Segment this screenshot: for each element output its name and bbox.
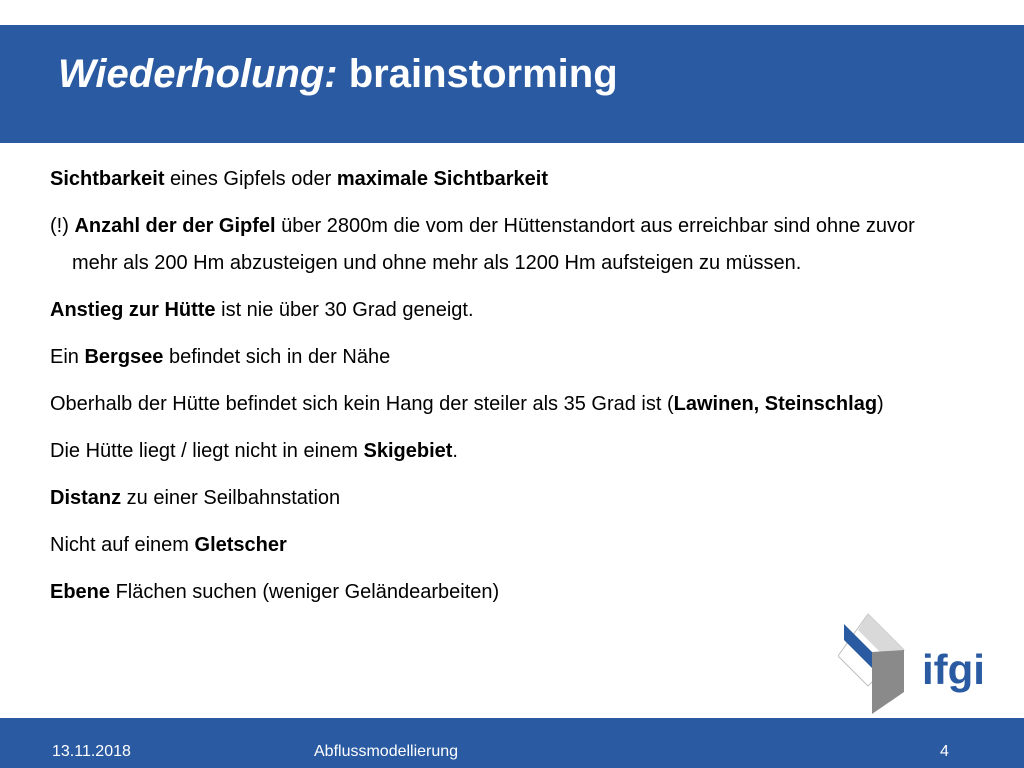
bullet-item	[50, 480, 950, 517]
bullet-item	[50, 574, 950, 611]
footer-page-number: 4	[940, 743, 949, 760]
bullet-keyword: Bergsee	[84, 346, 164, 368]
bullet-item	[50, 292, 950, 329]
ifgi-logo	[838, 604, 988, 714]
bullet-item	[50, 527, 950, 564]
bullet-text: .	[452, 440, 458, 462]
bullet-text: befindet sich in der Nähe	[163, 346, 391, 368]
bullet-text: )	[877, 393, 884, 415]
footer	[0, 718, 1024, 768]
bullet-text: Flächen suchen (weniger Geländearbeiten)	[110, 581, 500, 603]
logo-text: ifgi	[922, 646, 985, 693]
bullet-item	[50, 161, 950, 198]
bullet-keyword: Anstieg zur Hütte	[50, 299, 216, 321]
logo-gray-facet	[872, 650, 904, 714]
bullet-text: eines Gipfels oder	[164, 168, 337, 190]
bullet-item	[50, 386, 950, 423]
bullet-keyword: Sichtbarkeit	[50, 168, 165, 190]
bullet-text: (!)	[50, 215, 75, 237]
bullet-text: über 2800m die vom der Hüttenstandort aus erreichbar sind ohne zuvor mehr als 200 Hm abzusteigen und ohne mehr als 1200 Hm aufsteigen zu müssen.	[72, 215, 915, 274]
bullet-keyword: Ebene	[50, 581, 111, 603]
bullet-text: Oberhalb der Hütte befindet sich kein Hang der steiler als 35 Grad ist (	[50, 393, 674, 415]
title-italic-part: Wiederholung:	[58, 52, 338, 96]
bullet-text: Die Hütte liegt / liegt nicht in einem	[50, 440, 364, 462]
bullet-keyword: Skigebiet	[363, 440, 453, 462]
title-main-part: brainstorming	[337, 52, 618, 96]
ifgi-logo-icon	[838, 614, 904, 714]
bullet-keyword: Distanz	[50, 487, 122, 509]
bullet-keyword: Anzahl der der Gipfel	[74, 215, 276, 237]
bullet-item	[50, 339, 950, 376]
bullet-item	[50, 208, 950, 282]
bullet-item	[50, 433, 950, 470]
bullet-keyword: maximale Sichtbarkeit	[336, 168, 549, 190]
bullet-keyword: Gletscher	[194, 534, 287, 556]
slide-title	[58, 50, 618, 98]
footer-topic: Abflussmodellierung	[314, 743, 459, 760]
bullet-text: zu einer Seilbahnstation	[121, 487, 341, 509]
footer-date: 13.11.2018	[52, 743, 131, 760]
bullet-keyword: Lawinen, Steinschlag	[673, 393, 878, 415]
bullet-text: Nicht auf einem	[50, 534, 195, 556]
bullet-text: ist nie über 30 Grad geneigt.	[215, 299, 474, 321]
bullet-text: Ein	[50, 346, 85, 368]
bullet-list	[50, 161, 950, 621]
